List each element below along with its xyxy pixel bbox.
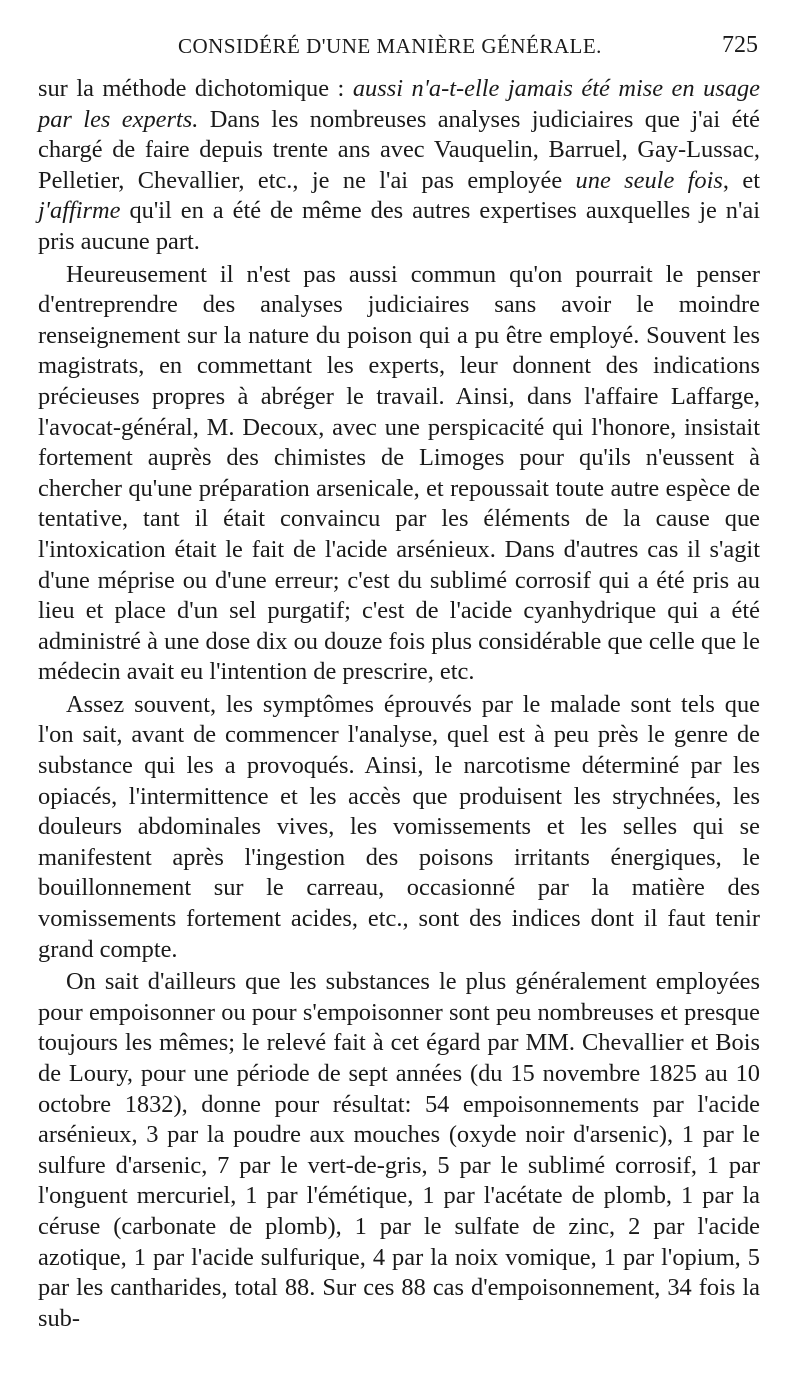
- italic-text: une seule fois: [575, 166, 723, 194]
- paragraph-p3: [38, 690, 760, 965]
- text-run: Dans les nombreuses analyses judiciaires que j'ai été chargé de faire depuis trente ans avec Vauquelin, Barruel, Gay-Lussac, Pelletier, Chevallier, etc., je ne l'ai pas employée: [38, 105, 761, 194]
- italic-text: j'affirme: [38, 197, 121, 225]
- text-run: Assez souvent, les symptômes éprouvés par le malade sont tels que l'on sait, avant de commencer l'analyse, quel est à peu près le genre de substance qui les a provoqués. Ainsi, le narcotisme déterminé par les opiacés, l'intermittence et les accès que produisent les strychnées, les douleurs abdominales vives, les vomissements et les selles qui se manifestent après l'ingestion des poisons irritants énergiques, le bouillonnement sur le carreau, occasionné par la matière des vomissements fortement acides, etc., sont des indices dont il faut tenir grand compte.: [38, 690, 760, 963]
- paragraph-p2: [38, 260, 760, 688]
- text-run: On sait d'ailleurs que les substances le plus généralement employées pour empoisonner ou pour s'empoisonner sont peu nombreuses et presque toujours les mêmes; le relevé fait à cet égard par MM. Chevallier et Bois de Loury, pour une période de sept années (du 15 novembre 1825 au 10 octobre 1832), donne pour résultat: 54 empoisonnements par l'acide arsénieux, 3 par la poudre aux mouches (oxyde noir d'arsenic), 1 par le sulfure d'arsenic, 7 par le vert-de-gris, 5 par le sublimé corrosif, 1 par l'onguent mercuriel, 1 par l'émétique, 1 par l'acétate de plomb, 1 par la céruse (carbonate de plomb), 1 par le sulfate de zinc, 2 par l'acide azotique, 1 par l'acide sulfurique, 4 par la noix vomique, 1 par l'opium, 5 par les cantharides, total 88. Sur ces 88 cas d'empoisonnement, 34 fois la sub-: [38, 968, 760, 1332]
- paragraph-p4: [38, 967, 760, 1334]
- text-run: sur la méthode dichotomique :: [38, 75, 353, 102]
- paragraph-p1: [38, 74, 760, 258]
- running-title: CONSIDÉRÉ D'UNE MANIÈRE GÉNÉRALE.: [178, 34, 602, 58]
- page-header: [38, 30, 758, 70]
- body-text: [38, 74, 760, 1334]
- italic-text: aussi n'a-t-elle jamais été mise en usage par les experts.: [38, 75, 760, 133]
- page-number: 725: [722, 32, 758, 58]
- text-run: Heureusement il n'est pas aussi commun qu'on pourrait le penser d'entreprendre des analyses judiciaires sans avoir le moindre renseignement sur la nature du poison qui a pu être employé. Souvent les magistrats, en commettant les experts, leur donnent des indications précieuses propres à abréger le travail. Ainsi, dans l'affaire Laffarge, l'avocat-général, M. Decoux, avec une perspicacité qui l'honore, insistait fortement auprès des chimistes de Limoges pour qu'ils n'eussent à chercher qu'une préparation arsenicale, et repoussait toute autre espèce de tentative, tant il était convaincu par les éléments de la cause que l'intoxication était le fait de l'acide arsénieux. Dans d'autres cas il s'agit d'une méprise ou d'une erreur; c'est du sublimé corrosif qui a été pris au lieu et place d'un sel purgatif; c'est de l'acide cyanhydrique qui a été administré à une dose dix ou douze fois plus considérable que celle que le médecin avait eu l'intention de prescrire, etc.: [38, 260, 760, 686]
- text-run: qu'il en a été de même des autres expertises auxquelles je n'ai pris aucune part.: [38, 197, 760, 255]
- text-run: , et: [722, 166, 760, 194]
